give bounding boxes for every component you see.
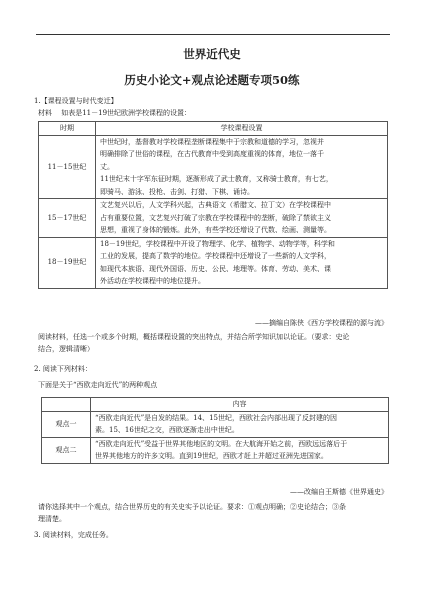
viewpoint-label: 观点一 [42,411,91,437]
table-row [39,237,388,288]
course-cell [96,135,388,199]
cell-line: 工业的发展，提高了数学的地位。学校课程中还增设了一些新的人文学科， [100,252,331,260]
viewpoint-content [91,411,389,437]
q2-task-line: 理清楚。 [38,515,66,523]
table-header-period: 时期 [39,122,96,136]
page-title: 世界近代史 [183,47,241,61]
viewpoint-content [91,437,389,463]
q2-intro: 下面是关于“西欧走向近代”的两种观点 [38,381,158,389]
cell-line: 文艺复兴以后，人文学科兴起，古典语文（希腊文、拉丁文）在学校课程中 [100,201,331,209]
cell-line: 思想，重视了身体的锻炼。此外，有些学校还增设了代数、绘画、测量等。 [100,226,331,234]
table-row [42,411,389,437]
course-cell [96,237,388,288]
top-rule [36,34,390,35]
cell-line: 明确排除了世俗的课程，在古代教育中受到高度重视的体育，地位一落千 [100,150,324,158]
cell-line: 素。15、16世纪之交，西欧逐渐走出中世纪。 [95,426,239,434]
table-header-row [42,398,389,412]
q1-heading: 1.【课程设置与时代变迁】 [34,97,118,105]
q2-heading: 2. 阅读下列材料： [34,365,92,373]
cell-line: 18－19世纪，学校课程中开设了物理学、化学、植物学、动物学等，科学和 [100,239,335,248]
table-header-courses: 学校课程设置 [96,122,388,136]
cell-line: 11世纪末十字军东征时期，逐渐形成了武士教育，又称骑士教育，有七艺， [100,175,333,183]
cell-line: 丈。 [100,162,114,171]
cell-line: 占有重要位置，文艺复兴打破了宗教在学校课程中的垄断，破除了禁欲主义 [100,213,331,222]
cell-line: “西欧走向近代”是自发的结果。14、15世纪，西欧社会内部出现了反封建的因 [95,413,337,422]
cell-line: 外活动在学校课程中的地位提升。 [100,277,205,285]
page-subtitle: 历史小论文+观点论述题专项50练 [124,73,300,87]
cell-line: 如现代本族语、现代外国语、历史、公民、地理等。体育、劳动、美术、课 [100,264,331,273]
q1-course-table [38,121,388,289]
table-header-content: 内容 [91,398,389,412]
table-row [42,437,389,463]
cell-line: “西欧走向近代”受益于世界其他地区的文明。在大航海开始之前，西欧远远落后于 [95,439,348,448]
q1-task-line: 阅读材料，任选一个或多个时期，概括课程设置的突出特点，并结合所学知识加以论证。（要求：史论 [38,333,350,341]
period-cell: 15－17世纪 [39,199,96,238]
cell-line: 世界其他地方的许多文明。直到19世纪，西欧才赶上并超过亚洲先进国家。 [95,452,328,460]
table-header-blank [42,398,91,412]
q1-material-intro: 材料 如表是11－19世纪欧洲学校课程的设置： [38,109,192,117]
q2-task-line: 请你选择其中一个观点，结合世界历史的有关史实予以论证。要求：①观点明确；②史论结合；③条 [38,503,346,511]
period-cell: 11－15世纪 [39,135,96,199]
q2-source: ——改编自王斯德《世界通史》 [290,488,388,496]
q2-viewpoint-table [41,397,389,464]
course-cell [96,199,388,238]
q1-source: ——摘编自陈侠《西方学校课程的源与流》 [255,319,388,327]
table-header-row [39,122,388,136]
q3-heading: 3. 阅读材料，完成任务。 [34,531,113,539]
q1-task-line: 结合，逻辑清晰） [38,345,94,353]
viewpoint-label: 观点二 [42,437,91,463]
cell-line: 中世纪时，基督教对学校课程垄断课程集中于宗教和道德的学习，忽视并 [100,137,324,146]
table-row [39,135,388,199]
cell-line: 即骑马、游泳、投枪、击剑、打猎、下棋、诵诗。 [100,187,254,196]
period-cell: 18－19世纪 [39,237,96,288]
table-row [39,199,388,238]
